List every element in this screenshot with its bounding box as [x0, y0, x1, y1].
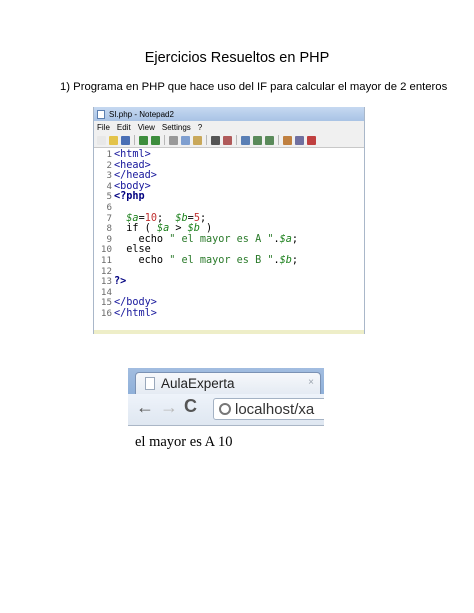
code-token: = [138, 212, 145, 224]
notepad-titlebar [94, 107, 364, 121]
toolbar-separator [134, 135, 135, 145]
code-token: " el mayor es B " [169, 254, 274, 266]
line-number: 12 [100, 265, 112, 277]
code-token: ; [291, 233, 299, 245]
menu-view[interactable]: View [137, 122, 155, 132]
code-token: $b [279, 254, 292, 266]
browser-tabstrip [128, 368, 324, 394]
address-bar[interactable] [213, 398, 324, 420]
code-token: ?> [114, 276, 127, 288]
close-icon[interactable]: × [308, 377, 314, 388]
browser-toolbar [128, 394, 324, 426]
current-line-highlight [94, 330, 364, 334]
new-icon[interactable] [97, 136, 106, 145]
code-token: ; [199, 212, 207, 224]
address-text: localhost/xa [235, 400, 315, 418]
notepad-app-icon [97, 110, 105, 119]
code-text [114, 309, 157, 320]
code-token: " el mayor es A " [169, 233, 274, 245]
code-token: ; [291, 254, 299, 266]
menu-file[interactable]: File [97, 122, 110, 132]
code-line [94, 277, 364, 288]
code-line [94, 309, 364, 320]
paste-icon[interactable] [193, 136, 202, 145]
toolbar-separator [236, 135, 237, 145]
code-token: > [169, 223, 188, 235]
code-token: $a [156, 223, 170, 235]
back-icon[interactable]: ← [136, 397, 154, 417]
code-token: echo [114, 254, 170, 266]
code-token: . [273, 233, 280, 245]
toolbar-separator [164, 135, 165, 145]
settings-icon[interactable] [295, 136, 304, 145]
code-token: $a [126, 212, 139, 224]
wordwrap-icon[interactable] [241, 136, 250, 145]
notepad-screenshot [93, 107, 365, 334]
code-token: 5 [193, 212, 200, 224]
zoom-out-icon[interactable] [265, 136, 274, 145]
cut-icon[interactable] [169, 136, 178, 145]
save-icon[interactable] [121, 136, 130, 145]
code-token: <html> [114, 149, 151, 160]
notepad-menubar [94, 121, 364, 133]
code-token: else [114, 244, 151, 256]
line-number: 6 [106, 201, 112, 213]
document-title: Ejercicios Resueltos en PHP [144, 50, 330, 66]
reload-icon[interactable]: C [184, 396, 197, 416]
code-token: ) [199, 223, 213, 235]
replace-icon[interactable] [223, 136, 232, 145]
tab-title: AulaExperta [161, 376, 235, 391]
line-number: 3 [106, 170, 112, 182]
code-token: = [187, 212, 194, 224]
code-text [114, 277, 126, 288]
scheme-icon[interactable] [283, 136, 292, 145]
globe-icon [219, 403, 231, 415]
code-token: </html> [114, 307, 157, 319]
code-token: . [273, 254, 280, 266]
copy-icon[interactable] [181, 136, 190, 145]
code-token: <body> [114, 180, 151, 192]
menu-help[interactable]: ? [197, 122, 203, 132]
exercise-statement: 1) Programa en PHP que hace uso del IF para calcular el mayor de 2 enteros [60, 81, 448, 93]
redo-icon[interactable] [151, 136, 160, 145]
line-number: 13 [100, 276, 112, 288]
line-number: 16 [100, 307, 112, 319]
code-token: $b [187, 223, 200, 235]
code-token: $a [279, 233, 292, 245]
line-number: 8 [106, 223, 112, 235]
toolbar-separator [278, 135, 279, 145]
code-token: <head> [114, 159, 151, 171]
line-number: 1 [106, 149, 112, 160]
line-number: 11 [100, 254, 112, 266]
exit-icon[interactable] [307, 136, 316, 145]
code-token: ; [156, 212, 176, 224]
zoom-in-icon[interactable] [253, 136, 262, 145]
notepad-toolbar [94, 133, 364, 148]
forward-icon[interactable]: → [160, 397, 178, 417]
undo-icon[interactable] [139, 136, 148, 145]
open-icon[interactable] [109, 136, 118, 145]
code-text [114, 192, 145, 203]
line-number: 2 [106, 159, 112, 171]
line-number: 9 [106, 233, 112, 245]
line-number: 7 [106, 212, 112, 224]
line-number: 10 [100, 244, 112, 256]
code-token: </body> [114, 297, 157, 309]
code-token: <?php [114, 191, 145, 203]
notepad-window-title: SI.php - Notepad2 [109, 109, 174, 119]
code-token: 10 [144, 212, 157, 224]
line-number: 5 [106, 191, 112, 203]
line-number: 14 [100, 286, 112, 298]
page-icon [145, 377, 155, 390]
code-line [94, 192, 364, 203]
code-token: </head> [114, 170, 157, 182]
page-output: el mayor es A 10 [135, 434, 233, 450]
menu-settings[interactable]: Settings [161, 122, 191, 132]
code-token [114, 213, 126, 224]
menu-edit[interactable]: Edit [116, 122, 131, 132]
code-text [114, 256, 298, 267]
code-token: $b [175, 212, 188, 224]
code-editor[interactable] [94, 148, 364, 320]
browser-tab[interactable] [135, 372, 321, 394]
code-line [94, 256, 364, 267]
code-line [94, 267, 364, 278]
code-token: echo [114, 233, 170, 245]
line-number: 15 [100, 297, 112, 309]
code-token: if ( [114, 223, 157, 235]
find-icon[interactable] [211, 136, 220, 145]
line-number: 4 [106, 180, 112, 192]
toolbar-separator [206, 135, 207, 145]
